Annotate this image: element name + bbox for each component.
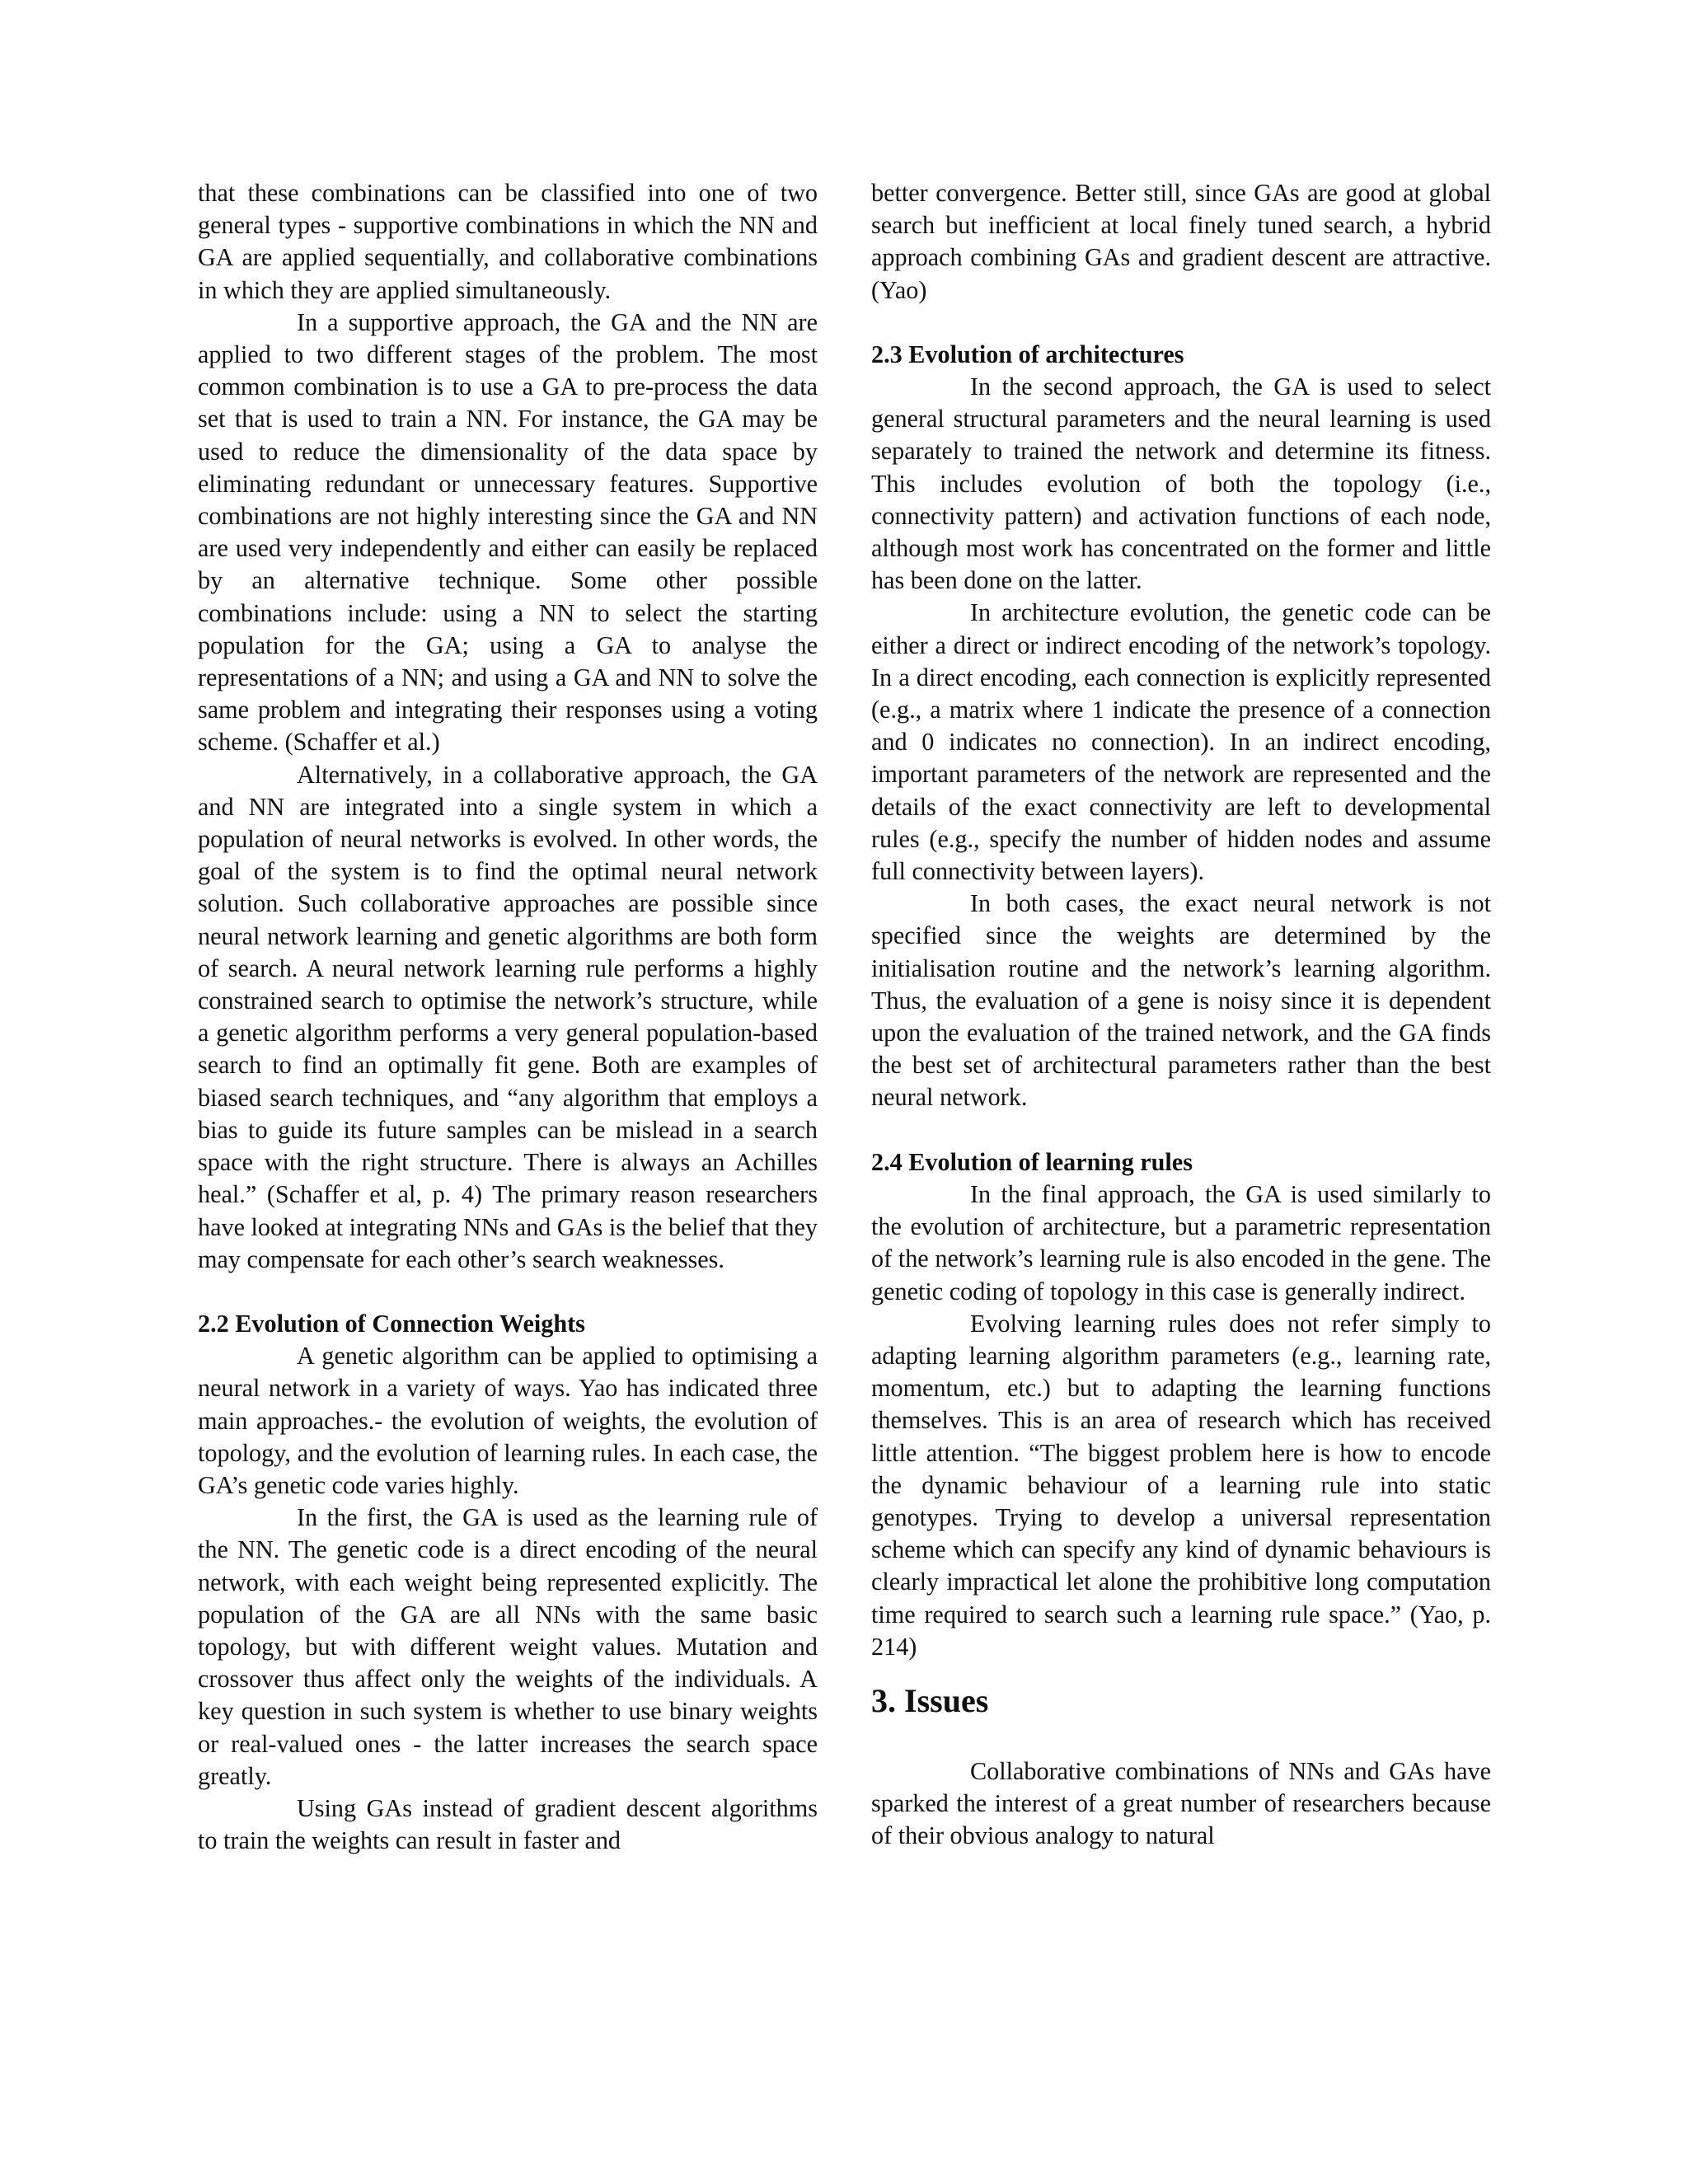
paragraph: that these combinations can be classified into one of two general types - supportive combinations in which the NN and GA are applied sequentially, and collaborative combinations in which they are applied simultaneously. [198,179,818,304]
paragraph: better convergence. Better still, since GAs are good at global search but inefficient at local finely tuned search, a hybrid approach combining GAs and gradient descent are attractive. (Yao) [871,179,1491,304]
section-heading-2-3: 2.3 Evolution of architectures [871,340,1184,368]
paragraph: In both cases, the exact neural network is not specified since the weights are determined by the initialisation routine and the network’s learning algorithm. Thus, the evaluation of a gene is noisy since it is dependent upon the evaluation of the trained network, and the GA finds the best set of architectural parameters rather than the best neural network. [871,889,1491,1112]
paragraph: In the first, the GA is used as the learning rule of the NN. The genetic code is a direct encoding of the neural network, with each weight being represented explicitly. The population of the GA are all NNs with the same basic topology, but with different weight values. Mutation and crossover thus affect only the weights of the individuals. A key question in such system is whether to use binary weights or real-valued ones - the latter increases the search space greatly. [198,1503,818,1790]
paragraph: Using GAs instead of gradient descent algorithms to train the weights can result in faster and [198,1793,818,1855]
section-heading-2-4: 2.4 Evolution of learning rules [871,1147,1193,1176]
paragraph: Collaborative combinations of NNs and GAs have sparked the interest of a great number of researchers because of their obvious analogy to natural [871,1756,1491,1850]
section-heading-3: 3. Issues [871,1681,989,1719]
paragraph: In a supportive approach, the GA and the NN are applied to two different stages of the problem. The most common combination is to use a GA to pre-process the data set that is used to train a NN. For instance, the GA may be used to reduce the dimensionality of the data space by eliminating redundant or unnecessary features. Supportive combinations are not highly interesting since the GA and NN are used very independently and either can easily be replaced by an alternative technique. Some other possible combinations include: using a NN to select the starting population for the GA; using a GA to analyse the representations of a NN; and using a GA and NN to solve the same problem and integrating their responses using a voting scheme. (Schaffer et al.) [198,307,818,757]
paragraph: In the second approach, the GA is used to select general structural parameters and the neural learning is used separately to trained the network and determine its fitness. This includes evolution of both the topology (i.e., connectivity pattern) and activation functions of each node, although most work has concentrated on the former and little has been done on the latter. [871,373,1491,595]
paragraph: Alternatively, in a collaborative approach, the GA and NN are integrated into a single system in which a population of neural networks is evolved. In other words, the goal of the system is to find the optimal neural network solution. Such collaborative approaches are possible since neural network learning and genetic algorithms are both form of search. A neural network learning rule performs a highly constrained search to optimise the network’s structure, while a genetic algorithm performs a very general population-based search to find an optimally fit gene. Both are examples of biased search techniques, and “any algorithm that employs a bias to guide its future samples can be mislead in a search space with the right structure. There is always an Achilles heal.” (Schaffer et al, p. 4) The primary reason researchers have looked at integrating NNs and GAs is the belief that they may compensate for each other’s search weaknesses. [198,760,818,1273]
left-column [198,177,818,1857]
paragraph: In architecture evolution, the genetic code can be either a direct or indirect encoding of the network’s topology. In a direct encoding, each connection is explicitly represented (e.g., a matrix where 1 indicate the presence of a connection and 0 indicates no connection). In an indirect encoding, important parameters of the network are represented and the details of the exact connectivity are left to developmental rules (e.g., specify the number of hidden nodes and assume full connectivity between layers). [871,598,1491,886]
section-heading-2-2: 2.2 Evolution of Connection Weights [198,1309,585,1338]
paragraph: In the final approach, the GA is used similarly to the evolution of architecture, but a parametric representation of the network’s learning rule is also encoded in the gene. The genetic coding of topology in this case is generally indirect. [871,1179,1491,1305]
paragraph: A genetic algorithm can be applied to optimising a neural network in a variety of ways. Yao has indicated three main approaches.- the evolution of weights, the evolution of topology, and the evolution of learning rules. In each case, the GA’s genetic code varies highly. [198,1342,818,1499]
right-column [871,177,1491,1853]
paragraph: Evolving learning rules does not refer simply to adapting learning algorithm parameters (e.g., learning rate, momentum, etc.) but to adapting the learning functions themselves. This is an area of research which has received little attention. “The biggest problem here is how to encode the dynamic behaviour of a learning rule into static genotypes. Trying to develop a universal representation scheme which can specify any kind of dynamic behaviours is clearly impractical let alone the prohibitive long computation time required to search such a learning rule space.” (Yao, p. 214) [871,1309,1491,1661]
